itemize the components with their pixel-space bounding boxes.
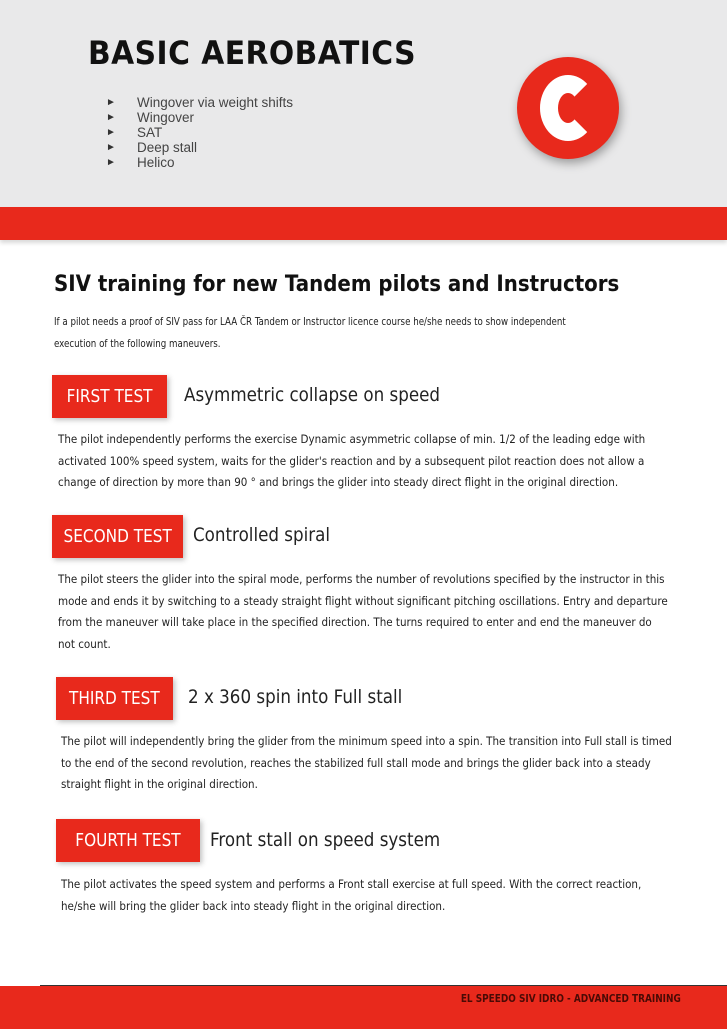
list-item-label: Wingover: [137, 110, 195, 125]
test-name-first: Asymmetric collapse on speed: [184, 384, 441, 406]
list-item-label: Deep stall: [137, 140, 198, 155]
level-c-logo-icon: [517, 57, 619, 159]
test-badge-fourth: [56, 819, 200, 862]
list-item-label: SAT: [137, 125, 163, 140]
header-panel: [0, 0, 727, 207]
test-badge-first: [52, 375, 167, 418]
page-title: BASIC AEROBATICS: [88, 34, 417, 72]
test-name-fourth: Front stall on speed system: [210, 829, 441, 851]
test-description-first: The pilot independently performs the exercise Dynamic asymmetric collapse of min. 1/2 of the leading edge with activated 100% speed system, waits for the glider's reaction and by a subsequent pilot reaction does not allow a change of direction by more than 90 ° and brings the glider into steady direct flight in the original direction.: [58, 432, 646, 489]
maneuver-list: [106, 95, 293, 170]
bullet-arrow-icon: ►: [106, 142, 116, 153]
test-badge-label: FOURTH TEST: [75, 830, 181, 851]
list-item: [106, 110, 293, 125]
test-name-second: Controlled spiral: [193, 524, 331, 546]
list-item-label: Helico: [137, 155, 175, 170]
test-badge-third: [56, 677, 173, 720]
list-item: [106, 140, 293, 155]
test-name-third: 2 x 360 spin into Full stall: [188, 686, 403, 708]
header-red-band: [0, 207, 727, 240]
list-item: [106, 125, 293, 140]
list-item-label: Wingover via weight shifts: [137, 95, 294, 110]
section-intro: If a pilot needs a proof of SIV pass for LAA ČR Tandem or Instructor licence course he/she needs to show independent execution of the following maneuvers.: [54, 316, 566, 350]
list-item: [106, 155, 293, 170]
test-description-fourth: The pilot activates the speed system and performs a Front stall exercise at full speed. With the correct reaction, he/she will bring the glider back into steady flight in the original direction.: [61, 877, 642, 913]
footer-text: EL SPEEDO SIV IDRO - ADVANCED TRAINING: [461, 993, 681, 1005]
bullet-arrow-icon: ►: [106, 157, 116, 168]
test-description-third: The pilot will independently bring the glider from the minimum speed into a spin. The transition into Full stall is timed to the end of the second revolution, reaches the stabilized full stall mode and brings the glider back into a steady straight flight in the original direction.: [61, 734, 672, 791]
letter-c-glyph: [540, 75, 596, 141]
test-badge-label: THIRD TEST: [69, 688, 160, 709]
bullet-arrow-icon: ►: [106, 97, 116, 108]
test-badge-second: [52, 515, 183, 558]
test-badge-label: FIRST TEST: [66, 386, 153, 407]
test-badge-label: SECOND TEST: [63, 526, 172, 547]
bullet-arrow-icon: ►: [106, 127, 116, 138]
section-title: SIV training for new Tandem pilots and Instructors: [54, 272, 620, 297]
test-description-second: The pilot steers the glider into the spiral mode, performs the number of revolutions specified by the instructor in this mode and ends it by switching to a steady straight flight without significant pitching oscillations. Entry and departure from the maneuver will take place in the specified direction. The turns required to enter and end the maneuver do not count.: [58, 572, 668, 651]
list-item: [106, 95, 293, 110]
footer-bar: [0, 986, 727, 1029]
bullet-arrow-icon: ►: [106, 112, 116, 123]
